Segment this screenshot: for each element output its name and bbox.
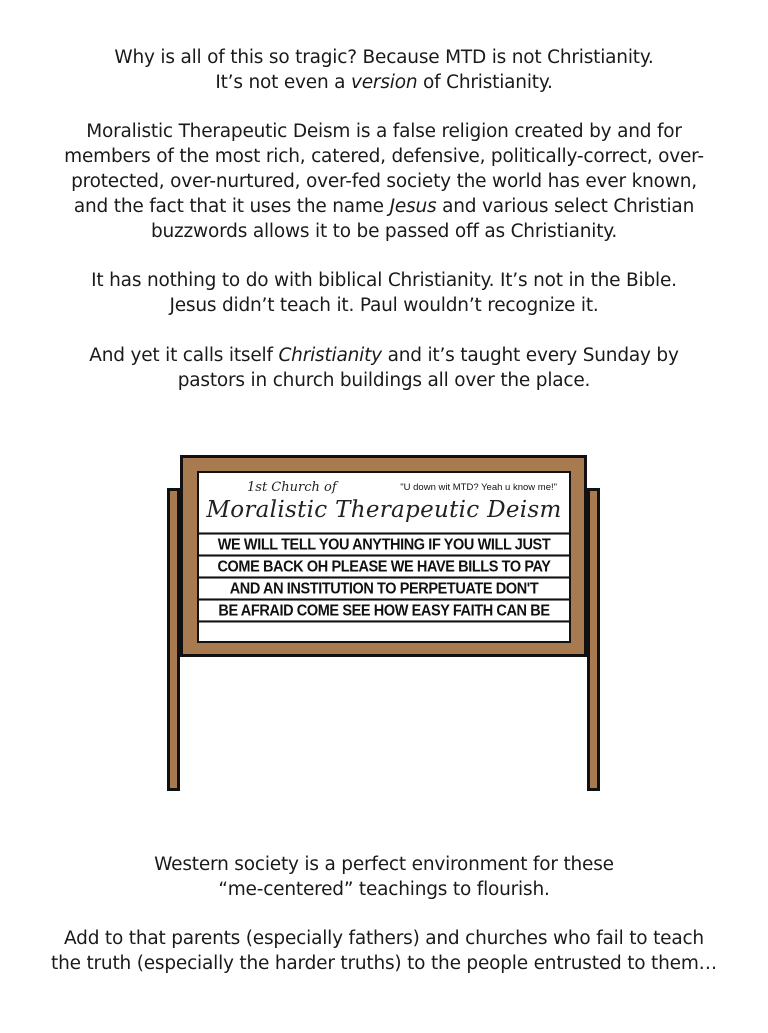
- sign-post-left: [167, 488, 180, 791]
- text-line: protected, over-nurtured, over-fed society the world has ever known,: [71, 171, 697, 192]
- sign-row: WE WILL TELL YOU ANYTHING IF YOU WILL JUST: [199, 532, 569, 555]
- paragraph-calls-itself: [0, 343, 768, 393]
- sign-row: COME BACK OH PLEASE WE HAVE BILLS TO PAY: [199, 554, 569, 577]
- sign-row-empty: [199, 620, 569, 645]
- text-line: Jesus didn’t teach it. Paul wouldn’t recognize it.: [169, 295, 599, 316]
- text-line: And yet it calls itself Christianity and it’s taught every Sunday by: [89, 345, 679, 366]
- sign-tagline: "U down wit MTD? Yeah u know me!": [400, 482, 557, 493]
- text-line: “me-centered” teachings to flourish.: [218, 879, 550, 900]
- paragraph-parents-churches: [0, 926, 768, 976]
- text-line: Western society is a perfect environment for these: [154, 854, 614, 875]
- paragraph-mtd-not-christianity: [0, 45, 768, 95]
- text-line: buzzwords allows it to be passed off as Christianity.: [150, 221, 618, 242]
- text-line: Why is all of this so tragic? Because MTD is not Christianity.: [114, 47, 654, 68]
- sign-panel: [197, 471, 571, 643]
- church-sign: [180, 455, 587, 657]
- text-line: It’s not even a version of Christianity.: [215, 72, 553, 93]
- emphasis-jesus: Jesus: [389, 196, 437, 217]
- paragraph-nothing-biblical: [0, 268, 768, 318]
- text-line: Moralistic Therapeutic Deism is a false religion created by and for: [86, 121, 682, 142]
- sign-row: AND AN INSTITUTION TO PERPETUATE DON'T: [199, 576, 569, 599]
- text-line: Add to that parents (especially fathers) and churches who fail to teach: [64, 928, 704, 949]
- emphasis-version: version: [351, 72, 418, 93]
- sign-post-right: [587, 488, 600, 791]
- sign-church-of: 1st Church of: [247, 480, 337, 495]
- sign-row: BE AFRAID COME SEE HOW EASY FAITH CAN BE: [199, 598, 569, 621]
- text-line: pastors in church buildings all over the place.: [177, 370, 591, 391]
- sign-letter-rows: [199, 533, 569, 645]
- text-line: the truth (especially the harder truths) to the people entrusted to them…: [51, 953, 717, 974]
- paragraph-western-society: [0, 852, 768, 902]
- sign-title: Moralistic Therapeutic Deism: [206, 497, 562, 523]
- text-line: and the fact that it uses the name Jesus and various select Christian: [73, 196, 695, 217]
- text-line: members of the most rich, catered, defensive, politically-correct, over-: [64, 146, 704, 167]
- paragraph-false-religion: [0, 119, 768, 244]
- emphasis-christianity: Christianity: [278, 345, 382, 366]
- text-line: It has nothing to do with biblical Christianity. It’s not in the Bible.: [91, 270, 677, 291]
